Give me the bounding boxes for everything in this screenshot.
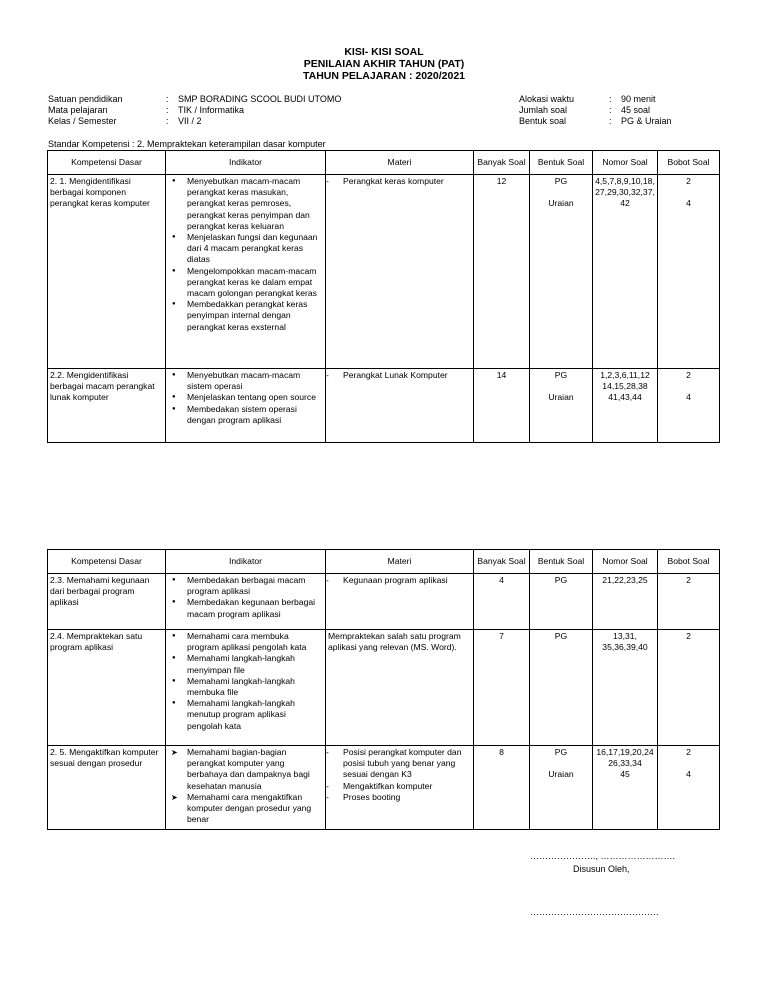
banyak-cell: 4: [474, 574, 530, 630]
bobot-value: 2: [686, 370, 691, 380]
col-header: Banyak Soal: [474, 550, 530, 574]
nomor-value: 13,31, 35,36,39,40: [602, 631, 648, 653]
materi-item: - Mengaktifkan komputer: [328, 781, 471, 792]
materi-cell: [326, 369, 474, 443]
materi-item: - Proses booting: [328, 792, 471, 803]
bobot-value: 2: [686, 575, 691, 585]
bobot-cell: [658, 175, 720, 369]
table-row: [48, 574, 720, 630]
bentuk-value: Uraian: [548, 392, 574, 403]
col-header: Kompetensi Dasar: [48, 151, 166, 175]
materi-cell: [326, 175, 474, 369]
meta-left: Satuan pendidikan : SMP BORADING SCOOL BUDI UTOMO Mata pelajaran : TIK / Informatika Kelas / Semester : VII / 2: [48, 94, 342, 126]
nomor-cell: [593, 369, 658, 443]
materi-item: - Perangkat Lunak Komputer: [328, 370, 471, 381]
nomor-value: 42: [620, 198, 630, 209]
materi-item: - Perangkat keras komputer: [328, 176, 471, 187]
meta-label: Jumlah soal: [519, 105, 568, 115]
indikator-item: ➤ Memahami cara mengaktifkan komputer dengan prosedur yang benar: [187, 792, 323, 826]
col-header: Indikator: [166, 151, 326, 175]
banyak-cell: 8: [474, 746, 530, 830]
nomor-value: 4,5,7,8,9,10,18, 27,29,30,32,37,: [595, 176, 655, 198]
col-header: Materi: [326, 550, 474, 574]
nomor-cell: [593, 175, 658, 369]
indikator-item: ● Menjelaskan tentang open source: [187, 392, 323, 403]
col-header: Bobot Soal: [658, 151, 720, 175]
indikator-cell: [166, 746, 326, 830]
table-row: [48, 369, 720, 443]
materi-item: - Kegunaan program aplikasi: [328, 575, 471, 586]
kd-cell: 2.4. Mempraktekan satu program aplikasi: [48, 630, 166, 746]
kd-cell: 2. 1. Mengidentifikasi berbagai komponen perangkat keras komputer: [48, 175, 166, 369]
bobot-cell: [658, 574, 720, 630]
indikator-item: ● Menyebutkan macam-macam perangkat keras masukan, perangkat keras pemroses, perangkat keras penyimpan dan perangkat keras keluaran: [187, 176, 323, 232]
banyak-cell: 14: [474, 369, 530, 443]
meta-value: SMP BORADING SCOOL BUDI UTOMO: [178, 94, 342, 104]
materi-cell: Mempraktekan salah satu program aplikasi yang relevan (MS. Word).: [326, 630, 474, 746]
kisi-table-2: [47, 549, 720, 830]
bobot-value: 4: [686, 769, 691, 780]
bentuk-value: PG: [554, 747, 568, 757]
kd-cell: 2.2. Mengidentifikasi berbagai macam perangkat lunak komputer: [48, 369, 166, 443]
col-header: Nomor Soal: [593, 151, 658, 175]
col-header: Bentuk Soal: [530, 151, 593, 175]
bobot-cell: [658, 630, 720, 746]
nomor-value: 1,2,3,6,11,12 14,15,28,38: [600, 370, 650, 392]
materi-cell: [326, 746, 474, 830]
indikator-item: ● Membedakan berbagai macam program aplikasi: [187, 575, 323, 597]
doc-year: TAHUN PELAJARAN : 2020/2021: [302, 70, 466, 82]
meta-value: VII / 2: [178, 116, 202, 126]
bobot-value: 4: [686, 198, 691, 209]
indikator-item: ● Memahami langkah-langkah menutup program aplikasi pengolah kata: [187, 698, 323, 732]
col-header: Bobot Soal: [658, 550, 720, 574]
bentuk-value: Uraian: [548, 769, 574, 780]
indikator-cell: [166, 369, 326, 443]
materi-item: - Posisi perangkat komputer dan posisi tubuh yang benar yang sesuai dengan K3: [328, 747, 471, 781]
indikator-item: ● Menjelaskan fungsi dan kegunaan dari 4 macam perangkat keras diatas: [187, 232, 323, 266]
nomor-value: 41,43,44: [608, 392, 642, 403]
meta-label: Bentuk soal: [519, 116, 567, 126]
kisi-table-1: [47, 150, 720, 443]
col-header: Nomor Soal: [593, 550, 658, 574]
place-date-line: …………………., …………………….: [530, 851, 676, 861]
meta-label: Mata pelajaran: [48, 105, 108, 115]
bentuk-cell: [530, 630, 593, 746]
bobot-value: 2: [686, 176, 691, 186]
kd-cell: 2.3. Memahami kegunaan dari berbagai program aplikasi: [48, 574, 166, 630]
col-header: Banyak Soal: [474, 151, 530, 175]
bentuk-cell: [530, 574, 593, 630]
bobot-value: 4: [686, 392, 691, 403]
col-header: Bentuk Soal: [530, 550, 593, 574]
bentuk-value: PG: [554, 370, 568, 380]
bobot-cell: [658, 369, 720, 443]
materi-cell: [326, 574, 474, 630]
banyak-cell: 12: [474, 175, 530, 369]
table-header-row: [48, 151, 720, 175]
meta-label: Alokasi waktu: [519, 94, 575, 104]
bentuk-value: PG: [554, 575, 568, 585]
table-row: [48, 630, 720, 746]
indikator-cell: [166, 175, 326, 369]
bobot-value: 2: [686, 631, 691, 641]
doc-title: KISI- KISI SOAL: [344, 46, 424, 58]
meta-value: PG & Uraian: [621, 116, 672, 126]
nomor-cell: [593, 630, 658, 746]
table-row: [48, 746, 720, 830]
banyak-cell: 7: [474, 630, 530, 746]
nomor-value: 45: [620, 769, 630, 780]
standar-kompetensi: Standar Kompetensi : 2. Mempraktekan keterampilan dasar komputer: [48, 139, 326, 149]
indikator-item: ● Membedakkan perangkat keras penyimpan internal dengan perangkat keras exsternal: [187, 299, 323, 333]
nomor-value: 21,22,23,25: [602, 575, 648, 585]
col-header: Materi: [326, 151, 474, 175]
doc-subtitle: PENILAIAN AKHIR TAHUN (PAT): [303, 58, 465, 70]
table-row: [48, 175, 720, 369]
bentuk-value: Uraian: [548, 198, 574, 209]
indikator-item: ● Membedakan sistem operasi dengan program aplikasi: [187, 404, 323, 426]
col-header: Indikator: [166, 550, 326, 574]
bobot-value: 2: [686, 747, 691, 757]
bentuk-cell: [530, 369, 593, 443]
indikator-item: ● Memahami langkah-langkah membuka file: [187, 676, 323, 698]
indikator-item: ● Membedakan kegunaan berbagai macam program aplikasi: [187, 597, 323, 619]
meta-label: Satuan pendidikan: [48, 94, 123, 104]
indikator-cell: [166, 574, 326, 630]
bentuk-value: PG: [554, 176, 568, 186]
meta-label: Kelas / Semester: [48, 116, 117, 126]
indikator-item: ● Memahami langkah-langkah menyimpan file: [187, 653, 323, 675]
nomor-cell: [593, 746, 658, 830]
kd-cell: 2. 5. Mengaktifkan komputer sesuai dengan prosedur: [48, 746, 166, 830]
signature-name-line: …………………………………….: [530, 907, 659, 917]
indikator-cell: [166, 630, 326, 746]
bentuk-cell: [530, 746, 593, 830]
meta-value: 90 menit: [621, 94, 656, 104]
meta-right: Alokasi waktu : 90 menit Jumlah soal : 45 soal Bentuk soal : PG & Uraian: [519, 94, 672, 126]
table-header-row: [48, 550, 720, 574]
indikator-item: ➤ Memahami bagian-bagian perangkat komputer yang berbahaya dan dampaknya bagi kesehatan manusia: [187, 747, 323, 792]
col-header: Kompetensi Dasar: [48, 550, 166, 574]
bobot-cell: [658, 746, 720, 830]
meta-value: 45 soal: [621, 105, 651, 115]
indikator-item: ● Menyebutkan macam-macam sistem operasi: [187, 370, 323, 392]
bentuk-value: PG: [554, 631, 568, 641]
disusun-label: Disusun Oleh,: [573, 864, 630, 874]
indikator-item: ● Mengelompokkan macam-macam perangkat keras ke dalam empat macam golongan perangkat keras: [187, 266, 323, 300]
nomor-cell: [593, 574, 658, 630]
meta-value: TIK / Informatika: [178, 105, 245, 115]
indikator-item: ● Memahami cara membuka program aplikasi pengolah kata: [187, 631, 323, 653]
nomor-value: 16,17,19,20,24 26,33,34: [596, 747, 654, 769]
bentuk-cell: [530, 175, 593, 369]
